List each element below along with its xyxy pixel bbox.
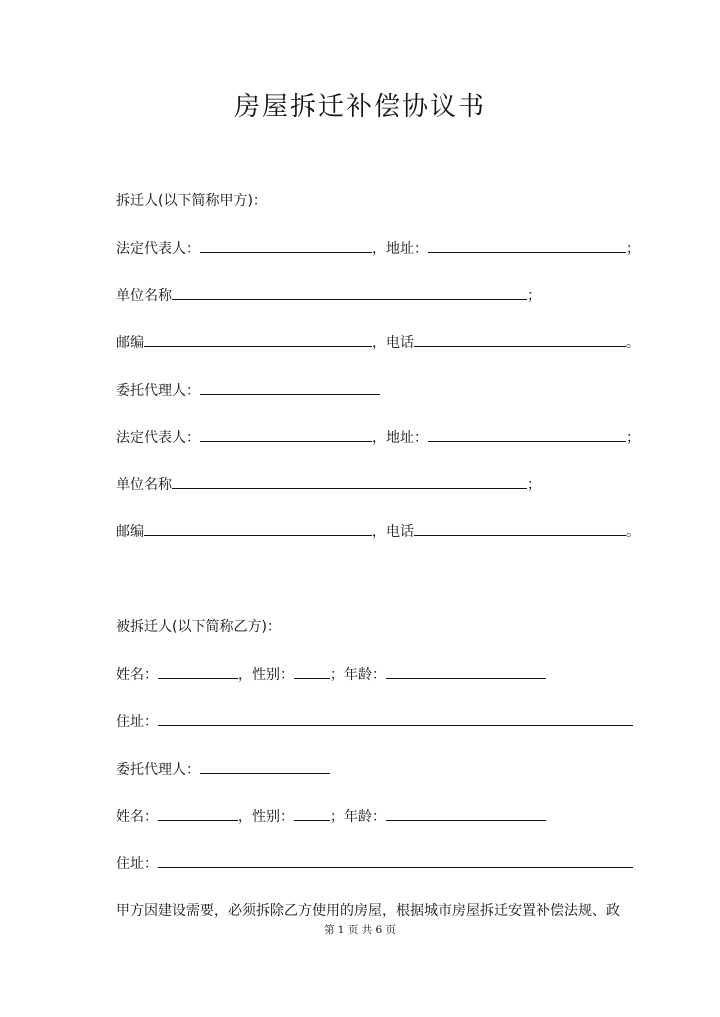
- party-a-legal-rep-row-2: [116, 427, 640, 447]
- document-title: 房屋拆迁补偿协议书: [233, 92, 486, 122]
- gender-label: ，性别：: [238, 667, 294, 683]
- party-b-residence-row-2: [116, 853, 633, 873]
- phone-label: ，电话: [372, 524, 414, 540]
- party-a-postcode-row-2: [116, 521, 640, 541]
- party-a-legal-rep-row: [116, 238, 640, 258]
- semicolon: ；: [626, 241, 640, 257]
- residence-field[interactable]: [158, 853, 633, 868]
- age-field[interactable]: [386, 806, 546, 821]
- party-a-heading: 拆迁人(以下简称甲方)：: [116, 193, 267, 209]
- gender-field[interactable]: [294, 806, 330, 821]
- party-b-residence-row: [116, 711, 633, 731]
- gender-label: ，性别：: [238, 809, 294, 825]
- postcode-field[interactable]: [144, 332, 372, 347]
- address-field[interactable]: [428, 427, 626, 442]
- party-b-person-row-2: [116, 806, 546, 826]
- residence-label: 住址：: [116, 856, 158, 872]
- gender-field[interactable]: [294, 664, 330, 679]
- address-label: ，地址：: [372, 241, 428, 257]
- body-paragraph: 甲方因建设需要，必须拆除乙方使用的房屋，根据城市房屋拆迁安置补偿法规、政: [116, 903, 620, 919]
- page-footer: 第 1 页 共 6 页: [323, 924, 397, 936]
- semicolon: ；: [527, 477, 541, 493]
- semicolon: ；: [527, 288, 541, 304]
- postcode-label: 邮编: [116, 335, 144, 351]
- unit-name-field[interactable]: [172, 474, 527, 489]
- postcode-field[interactable]: [144, 521, 372, 536]
- residence-label: 住址：: [116, 714, 158, 730]
- address-label: ，地址：: [372, 430, 428, 446]
- legal-rep-field[interactable]: [200, 238, 372, 253]
- postcode-label: 邮编: [116, 524, 144, 540]
- agent-field[interactable]: [200, 380, 380, 395]
- name-label: 姓名：: [116, 809, 158, 825]
- party-a-unit-row-2: [116, 474, 541, 494]
- period: 。: [626, 335, 640, 351]
- name-label: 姓名：: [116, 667, 158, 683]
- party-a-postcode-row: [116, 332, 640, 352]
- age-label: ；年龄：: [330, 667, 386, 683]
- unit-name-field[interactable]: [172, 285, 527, 300]
- party-b-heading: 被拆迁人(以下简称乙方)：: [116, 619, 281, 635]
- legal-rep-field[interactable]: [200, 427, 372, 442]
- party-b-agent-row: [116, 759, 330, 779]
- name-field[interactable]: [158, 664, 238, 679]
- legal-rep-label: 法定代表人：: [116, 241, 200, 257]
- agent-label: 委托代理人：: [116, 762, 200, 778]
- semicolon: ；: [626, 430, 640, 446]
- name-field[interactable]: [158, 806, 238, 821]
- agent-label: 委托代理人：: [116, 383, 200, 399]
- phone-label: ，电话: [372, 335, 414, 351]
- unit-name-label: 单位名称: [116, 477, 172, 493]
- unit-name-label: 单位名称: [116, 288, 172, 304]
- age-field[interactable]: [386, 664, 546, 679]
- party-a-unit-row: [116, 285, 541, 305]
- phone-field[interactable]: [414, 332, 626, 347]
- residence-field[interactable]: [158, 711, 633, 726]
- period: 。: [626, 524, 640, 540]
- agent-field[interactable]: [200, 759, 330, 774]
- age-label: ；年龄：: [330, 809, 386, 825]
- phone-field[interactable]: [414, 521, 626, 536]
- legal-rep-label: 法定代表人：: [116, 430, 200, 446]
- party-b-person-row: [116, 664, 546, 684]
- address-field[interactable]: [428, 238, 626, 253]
- party-a-agent-row: [116, 380, 380, 400]
